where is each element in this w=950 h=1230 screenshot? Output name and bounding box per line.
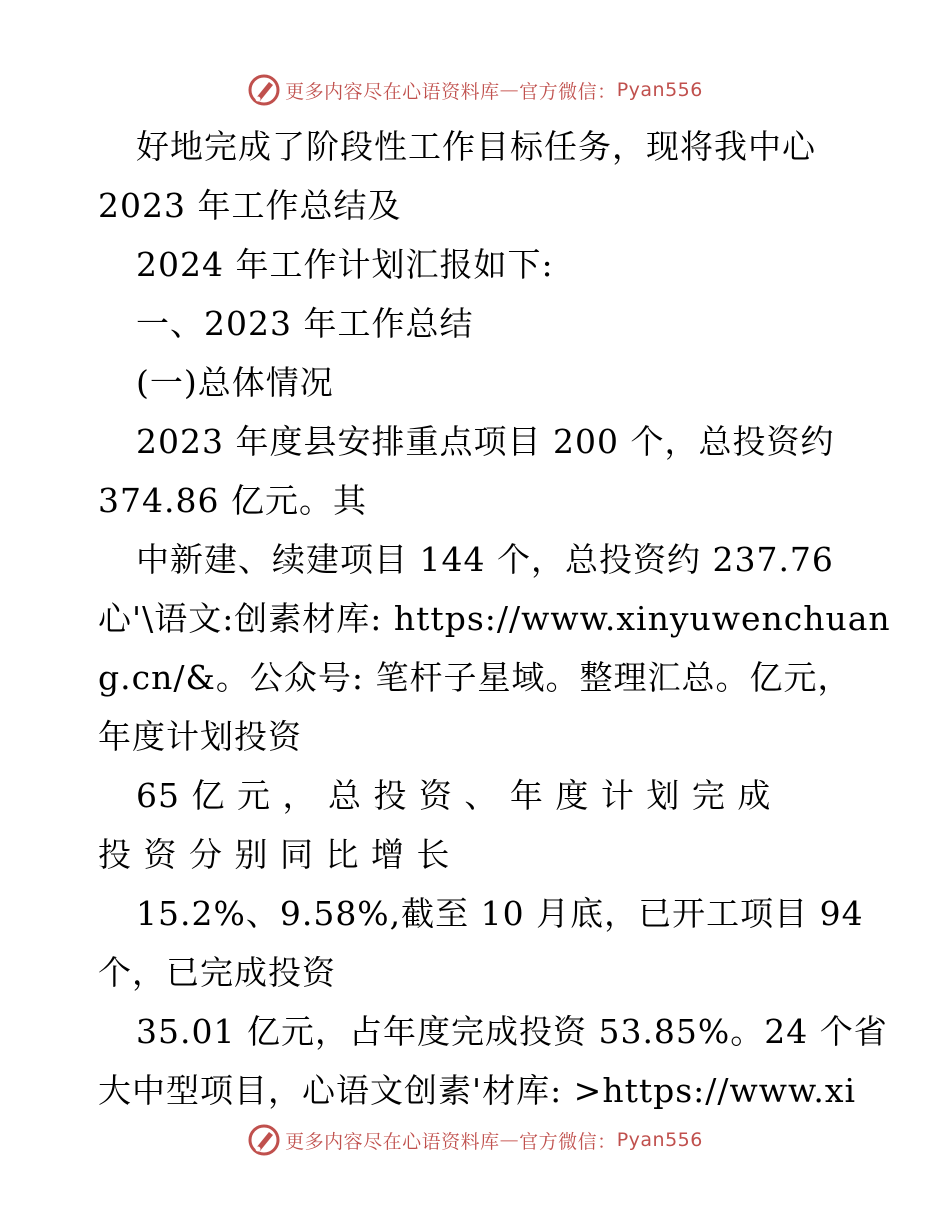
pen-logo-icon (247, 1123, 281, 1157)
watermark-dash: — (499, 1129, 520, 1151)
text-line: 2023 年度县安排重点项目 200 个，总投资约 (136, 422, 835, 461)
text-line: 投 资 分 别 同 比 增 长 (98, 835, 451, 874)
watermark-suffix: 官方微信： (519, 80, 617, 103)
text-line: 个，已完成投资 (98, 953, 336, 992)
text-line: 好地完成了阶段性工作目标任务，现将我中心 (136, 127, 816, 166)
text-line: 15.2%、9.58%,截至 10 月底，已开工项目 94 (136, 894, 864, 933)
section-heading: (一)总体情况 (136, 363, 334, 402)
pen-logo-icon (247, 73, 281, 107)
text-line: 年度计划投资 (98, 717, 302, 756)
text-line: g.cn/&。公众号: 笔杆子星域。整理汇总。亿元， (98, 658, 852, 697)
text-line: 心'\语文:创素材库: https://www.xinyuwenchuan (98, 599, 891, 638)
watermark-suffix: 官方微信： (519, 1130, 617, 1153)
watermark-banner-top (0, 70, 950, 110)
watermark-prefix: 更多内容尽在心语资料库 (285, 1130, 500, 1153)
text-line: 中新建、续建项目 144 个，总投资约 237.76 (136, 540, 834, 579)
text-line: 65 亿 元 ， 总 投 资 、 年 度 计 划 完 成 (136, 776, 772, 815)
text-line: 35.01 亿元，占年度完成投资 53.85%。24 个省 (136, 1012, 888, 1051)
watermark-handle: Pyan556 (616, 1129, 703, 1151)
text-line: 374.86 亿元。其 (98, 481, 367, 520)
watermark-dash: — (499, 79, 520, 101)
watermark-prefix: 更多内容尽在心语资料库 (285, 80, 500, 103)
text-line: 一、2023 年工作总结 (136, 304, 474, 343)
watermark-banner-bottom (0, 1120, 950, 1160)
text-line: 2024 年工作计划汇报如下: (136, 245, 554, 284)
text-line: 大中型项目，心语文创素'材库: >https://www.xi (98, 1071, 856, 1110)
watermark-handle: Pyan556 (616, 79, 703, 101)
text-line: 2023 年工作总结及 (98, 186, 402, 225)
